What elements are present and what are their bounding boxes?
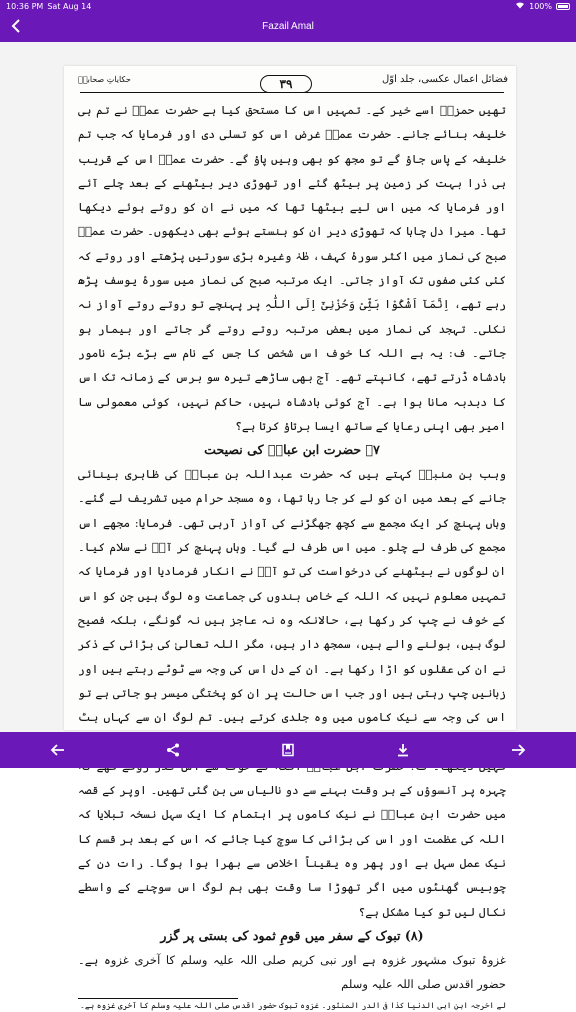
page-number: ۳۹ [260,75,312,93]
status-time: 10:36 PM [6,1,44,11]
share-icon [166,743,180,757]
paragraph: وہب بن منبہؒ کہتے ہیں کہ حضرت عبداللہ بن عباسؓ کی ظاہری بینائی جانے کے بعد میں ان کو لے کر جا رہا تھا، وہ مسجد حرام میں تشریف لے گئے۔ وہاں پہنچ کر ایک مجمع سے کچھ جھگڑنے کی آواز آرہی تھی۔ فرمایا: مجھے اس مجمع کی طرف لے چلو۔ میں اس طرف لے گیا۔ وہاں پہنچ کر آپؓ نے سلام کیا۔ ان لوگوں نے بیٹھنے کی درخواست کی تو آپؓ نے انکار فرمادیا اور فرمایا کہ تمہیں معلوم نہیں کہ اللہ کے خاص بندوں کی جماعت وہ لوگ ہیں جن کو اس کے خوف نے چپ کر رکھا ہے، حالانکہ وہ نہ عاجز ہیں نہ گونگے، بلکہ فصیح لوگ ہیں، بولنے والے ہیں، سمجھ دار ہیں، مگر اللہ تعالیٰ کی بڑائی کے ذکر نے ان کی عقلوں کو اڑا رکھا ہے۔ ان کے دل اس کی وجہ سے ٹوٹے رہتے ہیں اور زبانیں چپ رہتی ہیں اور جب اس حالت پر ان کو پختگی میسر ہو جاتی ہے تو اس کی وجہ سے نیک کاموں میں وہ جلدی کرتے ہیں۔ تم لوگ ان سے کہاں ہٹ چہرہ پر آنسوؤں کے ہر وقت بہنے سے دو نالیاں سی بن گئی تھیں۔ اوپر کے قصہ میں حضرت ابن عباسؓ نے نیک کاموں پر اہتمام کا ایک سہل نسخہ تبلایا کہ اللہ کی عظمت اور اس کی بڑائی کا سوچ کیا جائے کہ اس کے بعد ہر قسم کا نیک عمل سہل ہے اور پھر وہ یقیناً اخلاص سے بھرا ہوا ہوگا۔ رات دن کے چوبیس گھنٹوں میں اگر تھوڑا سا وقت بھی ہم لوگ اس سوچنے کے واسطے نکال لیں تو کیا مشکل ہے؟ [78,467,506,919]
page-body-text [78,98,506,1011]
footnote: لے اخرجہ ابن ابی الدنیا کذا فی الدر المنثور۔ غزوہ تبوک حضور اقدس صلی اللہ علیہ وسلم کا آخری غزوہ ہے۔ [80,1001,506,1011]
download-icon [396,743,410,757]
scanned-book-page [64,66,516,1011]
bookmark-page-icon [281,743,295,757]
header-rule [80,92,504,93]
status-date: Sat Aug 14 [47,1,92,11]
wifi-icon [515,1,525,11]
paragraph: تھیں حمزہؓ اسے خیر کے۔ تمہیں اس کا مستحق کیا ہے حضرت عمرؓ نے تم ہی خلیفہ بنائے جانے۔ حضرت عمرؓ غرض اس کو تسلی دی اور فرمایا کہ جب تم خلیفہ کے پاس جاؤ گے تو مجھ کو بھی وہیں پاؤ گے۔ حضرت عمرؓ اس کے قریب ہی ذرا بہت کر زمین پر بیٹھ گئے اور تھوڑی دیر بیٹھنے کے بعد چلے آئے اور فرمایا کہ میں اس لیے بیٹھا تھا کہ میں نے ان کو روتے ہوئے دیکھا تھا۔ میرا دل چاہا کہ تھوڑی دیر ان کو ہنستے ہوئے بھی دیکھوں۔ حضرت عمرؓ صبح کی نماز میں اکثر سورۂ کہف، طٰہٰ وغیرہ بڑی سورتیں پڑھتے اور روتے کہ کئی کئی صفوں تک آواز جاتی۔ ایک مرتبہ صبح کی نماز میں سورۂ یوسف پڑھ رہے تھے، اِنَّمَآ اَشْکُوْا بَثِّیْ وَحُزْنِیْٓ اِلَی اللّٰہِ پر پہنچے تو روتے روتے آواز نہ نکلی۔ تہجد کی نماز میں بعض مرتبہ روتے روتے گر جاتے اور بیمار ہو جاتے۔ ف: یہ ہے اللہ کا خوف اس شخص کا جس کے نام سے بڑے بڑے نامور بادشاہ ڈرتے تھے، کانپتے تھے۔ آج بھی ساڑھے تیرہ سو برس کے زمانہ تک اس کا دبدبہ مانا ہوا ہے۔ آج کوئی بادشاہ نہیں، حاکم نہیں، کوئی معمولی سا امیر بھی اپنی رعایا کے ساتھ ایسا برتاؤ کرتا ہے؟ [78,103,506,433]
status-left [6,2,91,11]
app-title: Fazail Amal [262,21,314,32]
arrow-right-icon [511,743,525,757]
share-button[interactable] [159,736,187,764]
previous-page-button[interactable] [44,736,72,764]
page-viewer[interactable] [0,42,576,1011]
status-right [515,1,570,11]
app-header [0,12,576,42]
numbered-subheading: (۸) تبوک کے سفر میں قومِ ثمود کی بستی پر گزر [160,927,424,943]
section-heading: ۷۔ حضرت ابن عباسؓ کی نصیحت [204,442,380,458]
arrow-left-icon [51,743,65,757]
download-button[interactable] [389,736,417,764]
running-header-book-title: فضائل اعمال عکسی، جلد اوّل [382,74,508,85]
running-header-chapter: حکایاتِ صحابہؓ [78,75,131,84]
battery-percent: 100% [529,1,552,11]
battery-icon [556,3,570,10]
paragraph: غزوۂ تبوک مشہور غزوہ ہے اور نبی کریم صلی اللہ علیہ وسلم کا آخری غزوہ ہے۔ حضور اقدس صلی اللہ علیہ وسلم [78,952,506,992]
bookmark-button[interactable] [274,736,302,764]
bottom-toolbar [0,732,576,768]
next-page-button[interactable] [504,736,532,764]
status-bar [0,0,576,12]
